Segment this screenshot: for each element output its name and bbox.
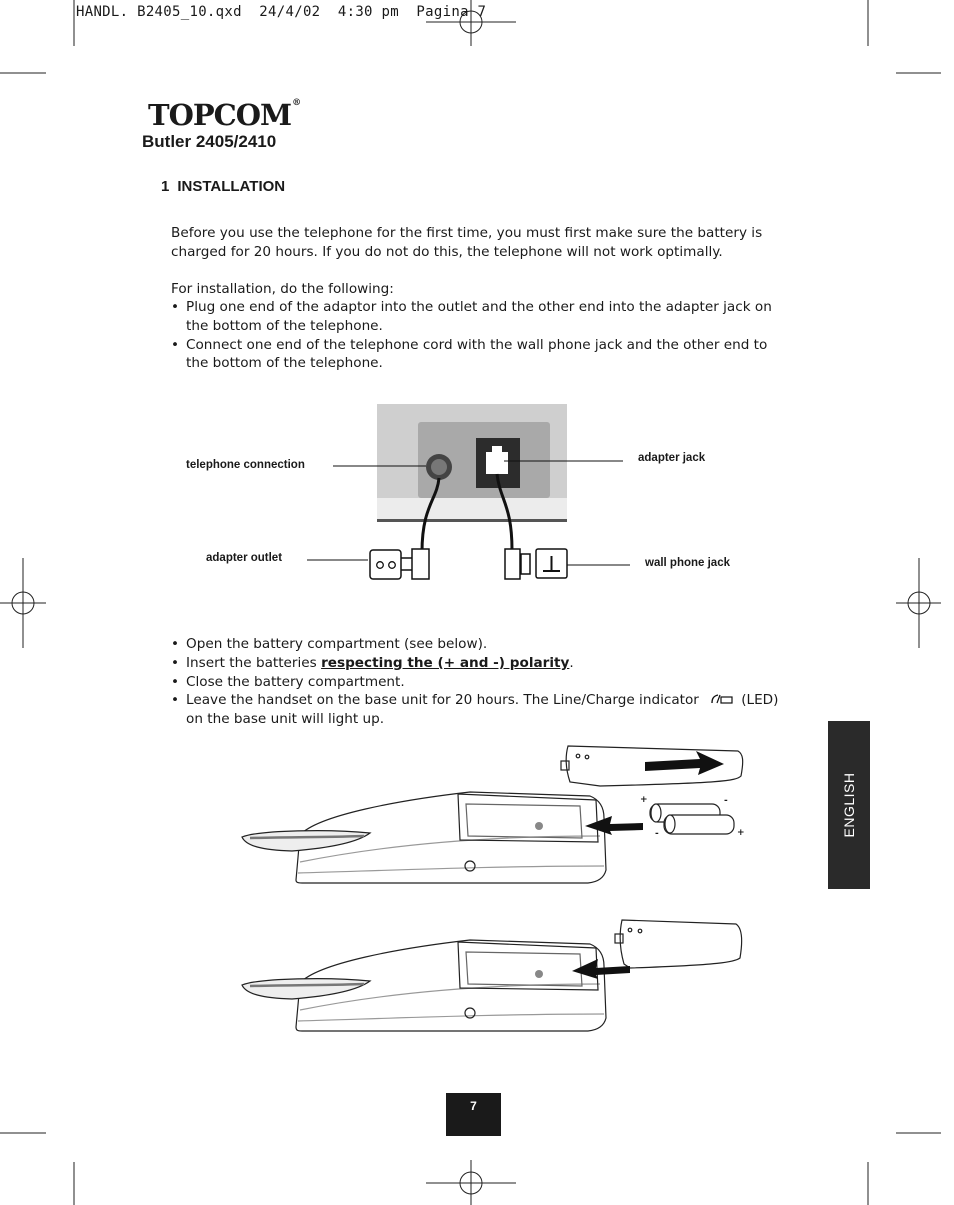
label-adapter-jack: adapter jack — [638, 452, 706, 464]
language-tab-label: ENGLISH — [841, 772, 857, 838]
text-segment: . — [569, 654, 574, 671]
text-segment: Leave the handset on the base unit for 20 hours. The Line/Charge indicator — [186, 692, 699, 709]
registered-mark: ® — [292, 98, 301, 108]
list-item: • Open the battery compartment (see below). — [171, 635, 786, 654]
install-lead: For installation, do the following: — [171, 281, 394, 297]
brand-logo-text: TOPCOM — [148, 98, 292, 132]
handset-closed-illustration — [242, 920, 742, 1031]
label-adapter-outlet: adapter outlet — [206, 552, 283, 564]
label-wall-phone-jack: wall phone jack — [645, 557, 730, 569]
polarity-plus: + — [737, 828, 745, 838]
print-slug: HANDL. B2405_10.qxd 24/4/02 4:30 pm Pagina 7 — [76, 4, 487, 20]
polarity-plus: + — [640, 795, 648, 805]
label-telephone-connection: telephone connection — [186, 459, 305, 471]
section-title: INSTALLATION — [177, 178, 286, 195]
list-item: • Close the battery compartment. — [171, 673, 786, 692]
handset-open-illustration — [242, 792, 606, 883]
text-segment: Insert the batteries — [186, 654, 322, 671]
language-tab — [828, 721, 870, 889]
list-item: • Connect one end of the telephone cord with the wall phone jack and the other end to the bottom of the telephone. — [171, 336, 786, 374]
section-number: 1 — [161, 178, 170, 195]
intro-paragraph: Before you use the telephone for the first time, you must first make sure the battery is charged for 20 hours. If you do not do this, the telephone will not work optimally. — [171, 225, 763, 260]
text-segment: (LED) on the base unit will light up. — [186, 692, 779, 728]
list-item: • Plug one end of the adaptor into the outlet and the other end into the adapter jack on the bottom of the telephone. — [171, 298, 786, 336]
model-title: Butler 2405/2410 — [142, 132, 277, 151]
polarity-minus: - — [655, 829, 659, 839]
page-number: 7 — [470, 1099, 477, 1113]
page-number-box — [446, 1093, 501, 1136]
polarity-emphasis: respecting the (+ and -) polarity — [321, 654, 570, 671]
batteries-illustration — [650, 804, 734, 834]
polarity-minus: - — [724, 796, 728, 806]
